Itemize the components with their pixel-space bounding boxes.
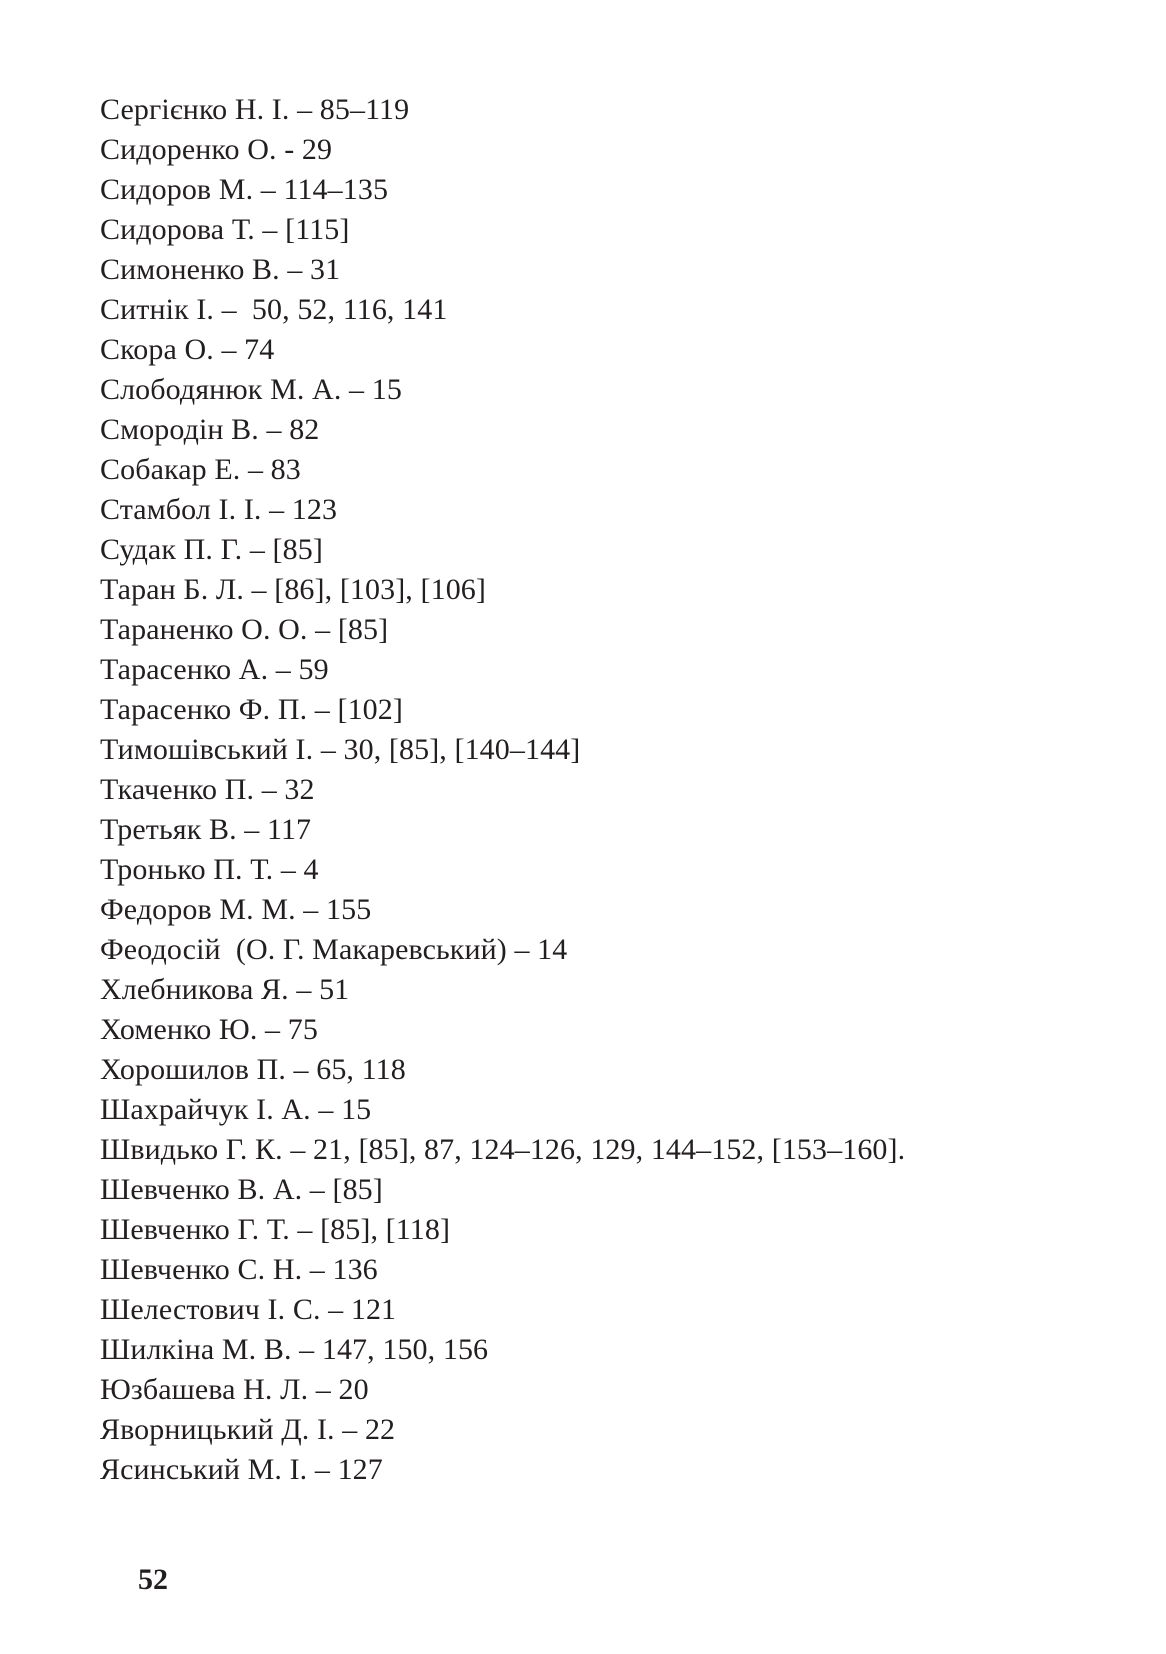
index-entry: Смородін В. – 82	[100, 413, 320, 446]
index-entry: Третьяк В. – 117	[100, 813, 312, 846]
index-entry: Хоменко Ю. – 75	[100, 1013, 318, 1046]
index-entry: Феодосій (О. Г. Макаревський) – 14	[100, 933, 568, 966]
index-entry: Юзбашева Н. Л. – 20	[100, 1373, 369, 1406]
index-entry: Шевченко С. Н. – 136	[100, 1253, 378, 1286]
index-entry: Хорошилов П. – 65, 118	[100, 1053, 406, 1086]
page-number: 52	[138, 1563, 168, 1596]
index-entry: Сидоров М. – 114–135	[100, 173, 389, 206]
index-entry: Симоненко В. – 31	[100, 253, 341, 286]
index-entry: Шелестович І. С. – 121	[100, 1293, 397, 1326]
index-entry: Ясинський М. І. – 127	[100, 1453, 383, 1486]
index-entry: Слободянюк М. А. – 15	[100, 373, 402, 406]
index-entry: Ткаченко П. – 32	[100, 773, 315, 806]
index-entry: Шахрайчук І. А. – 15	[100, 1093, 372, 1126]
name-index-list	[100, 90, 905, 1490]
index-entry: Ситнік І. – 50, 52, 116, 141	[100, 293, 448, 326]
index-entry: Тарасенко Ф. П. – [102]	[100, 693, 403, 726]
index-entry: Собакар Е. – 83	[100, 453, 301, 486]
index-entry: Тронько П. Т. – 4	[100, 853, 319, 886]
index-entry: Сергієнко Н. І. – 85–119	[100, 93, 410, 126]
index-entry: Яворницький Д. І. – 22	[100, 1413, 396, 1446]
index-entry: Федоров М. М. – 155	[100, 893, 372, 926]
index-entry: Сидорова Т. – [115]	[100, 213, 350, 246]
index-entry: Стамбол І. І. – 123	[100, 493, 338, 526]
index-entry: Шевченко В. А. – [85]	[100, 1173, 383, 1206]
index-entry: Тарасенко А. – 59	[100, 653, 329, 686]
index-entry: Шилкіна М. В. – 147, 150, 156	[100, 1333, 489, 1366]
index-entry: Тараненко О. О. – [85]	[100, 613, 389, 646]
index-entry: Хлебникова Я. – 51	[100, 973, 350, 1006]
index-entry: Сидоренко О. - 29	[100, 133, 333, 166]
index-entry: Шевченко Г. Т. – [85], [118]	[100, 1213, 451, 1246]
index-entry: Скора О. – 74	[100, 333, 275, 366]
index-entry: Швидько Г. К. – 21, [85], 87, 124–126, 129, 144–152, [153–160].	[100, 1133, 906, 1166]
index-entry: Таран Б. Л. – [86], [103], [106]	[100, 573, 486, 606]
index-entry: Тимошівський І. – 30, [85], [140–144]	[100, 733, 581, 766]
index-entry: Судак П. Г. – [85]	[100, 533, 323, 566]
